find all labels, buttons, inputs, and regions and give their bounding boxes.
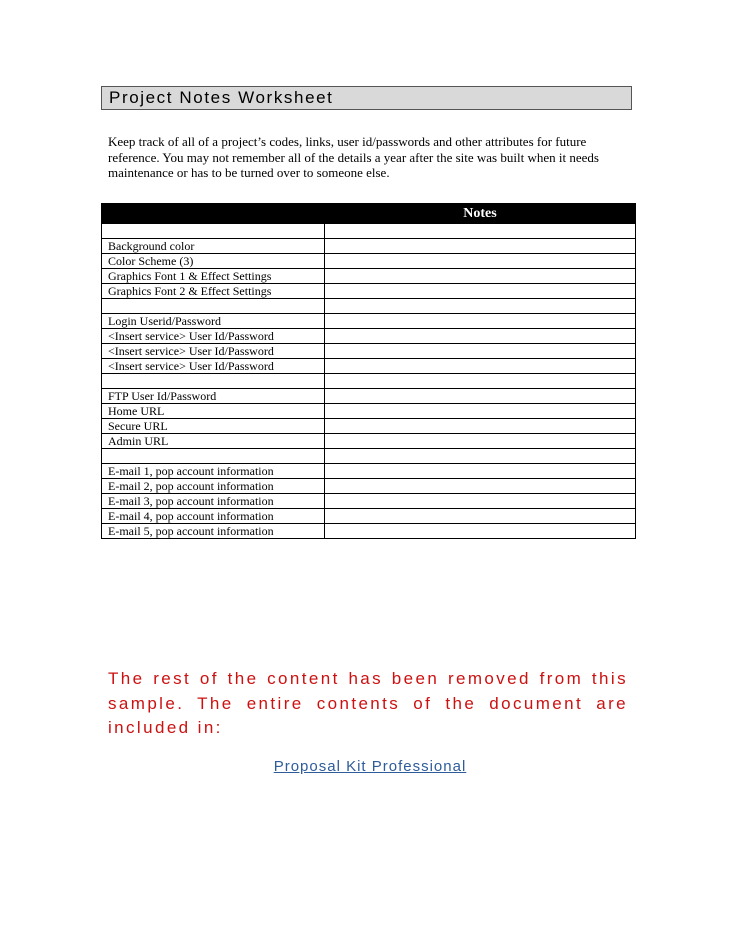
- row-label-cell: Admin URL: [102, 434, 325, 449]
- table-row: [102, 374, 636, 389]
- row-notes-cell[interactable]: [325, 434, 636, 449]
- row-notes-cell[interactable]: [325, 329, 636, 344]
- row-notes-cell[interactable]: [325, 419, 636, 434]
- table-row: [102, 359, 636, 374]
- row-label-cell: FTP User Id/Password: [102, 389, 325, 404]
- table-row: [102, 449, 636, 464]
- row-label-cell: [102, 449, 325, 464]
- row-label-cell: E-mail 5, pop account information: [102, 524, 325, 539]
- table-row: [102, 419, 636, 434]
- table-row: [102, 494, 636, 509]
- intro-paragraph: Keep track of all of a project’s codes, links, user id/passwords and other attributes for future reference. You may not remember all of the details a year after the site was built when it needs maintenance or has to be turned over to someone else.: [108, 134, 599, 180]
- row-label-cell: <Insert service> User Id/Password: [102, 344, 325, 359]
- row-label-cell: Background color: [102, 239, 325, 254]
- row-notes-cell[interactable]: [325, 404, 636, 419]
- table-row: [102, 509, 636, 524]
- row-notes-cell[interactable]: [325, 389, 636, 404]
- table-row: [102, 389, 636, 404]
- row-label-cell: Color Scheme (3): [102, 254, 325, 269]
- row-label-cell: [102, 224, 325, 239]
- row-label-cell: Home URL: [102, 404, 325, 419]
- row-notes-cell[interactable]: [325, 359, 636, 374]
- table-header-row: [102, 204, 636, 224]
- row-label-cell: E-mail 2, pop account information: [102, 479, 325, 494]
- table-row: [102, 284, 636, 299]
- table-row: [102, 479, 636, 494]
- row-notes-cell[interactable]: [325, 479, 636, 494]
- row-label-cell: E-mail 1, pop account information: [102, 464, 325, 479]
- table-row: [102, 269, 636, 284]
- row-notes-cell[interactable]: [325, 464, 636, 479]
- row-notes-cell[interactable]: [325, 344, 636, 359]
- row-label-cell: Secure URL: [102, 419, 325, 434]
- table-row: [102, 464, 636, 479]
- row-notes-cell[interactable]: [325, 224, 636, 239]
- row-label-cell: <Insert service> User Id/Password: [102, 359, 325, 374]
- row-notes-cell[interactable]: [325, 524, 636, 539]
- table-row: [102, 524, 636, 539]
- table-row: [102, 404, 636, 419]
- row-label-cell: [102, 374, 325, 389]
- table-row: [102, 224, 636, 239]
- row-label-cell: Graphics Font 2 & Effect Settings: [102, 284, 325, 299]
- row-label-cell: E-mail 4, pop account information: [102, 509, 325, 524]
- table-row: [102, 314, 636, 329]
- row-label-cell: Login Userid/Password: [102, 314, 325, 329]
- header-notes-cell: Notes: [325, 204, 636, 224]
- table-row: [102, 434, 636, 449]
- content-removed-notice: The rest of the content has been removed from this sample. The entire contents of the document are included in:: [108, 669, 628, 737]
- row-notes-cell[interactable]: [325, 269, 636, 284]
- row-notes-cell[interactable]: [325, 239, 636, 254]
- row-notes-cell[interactable]: [325, 314, 636, 329]
- row-notes-cell[interactable]: [325, 254, 636, 269]
- table-row: [102, 299, 636, 314]
- row-notes-cell[interactable]: [325, 284, 636, 299]
- table-row: [102, 239, 636, 254]
- row-notes-cell[interactable]: [325, 509, 636, 524]
- row-label-cell: E-mail 3, pop account information: [102, 494, 325, 509]
- header-item-cell: [102, 204, 325, 224]
- row-notes-cell[interactable]: [325, 299, 636, 314]
- table-row: [102, 329, 636, 344]
- row-label-cell: Graphics Font 1 & Effect Settings: [102, 269, 325, 284]
- proposal-kit-link[interactable]: Proposal Kit Professional: [273, 758, 467, 775]
- worksheet-title: Project Notes Worksheet: [101, 86, 632, 110]
- row-notes-cell[interactable]: [325, 494, 636, 509]
- row-label-cell: [102, 299, 325, 314]
- row-label-cell: <Insert service> User Id/Password: [102, 329, 325, 344]
- table-row: [102, 254, 636, 269]
- row-notes-cell[interactable]: [325, 374, 636, 389]
- worksheet-table: [101, 203, 636, 539]
- row-notes-cell[interactable]: [325, 449, 636, 464]
- table-row: [102, 344, 636, 359]
